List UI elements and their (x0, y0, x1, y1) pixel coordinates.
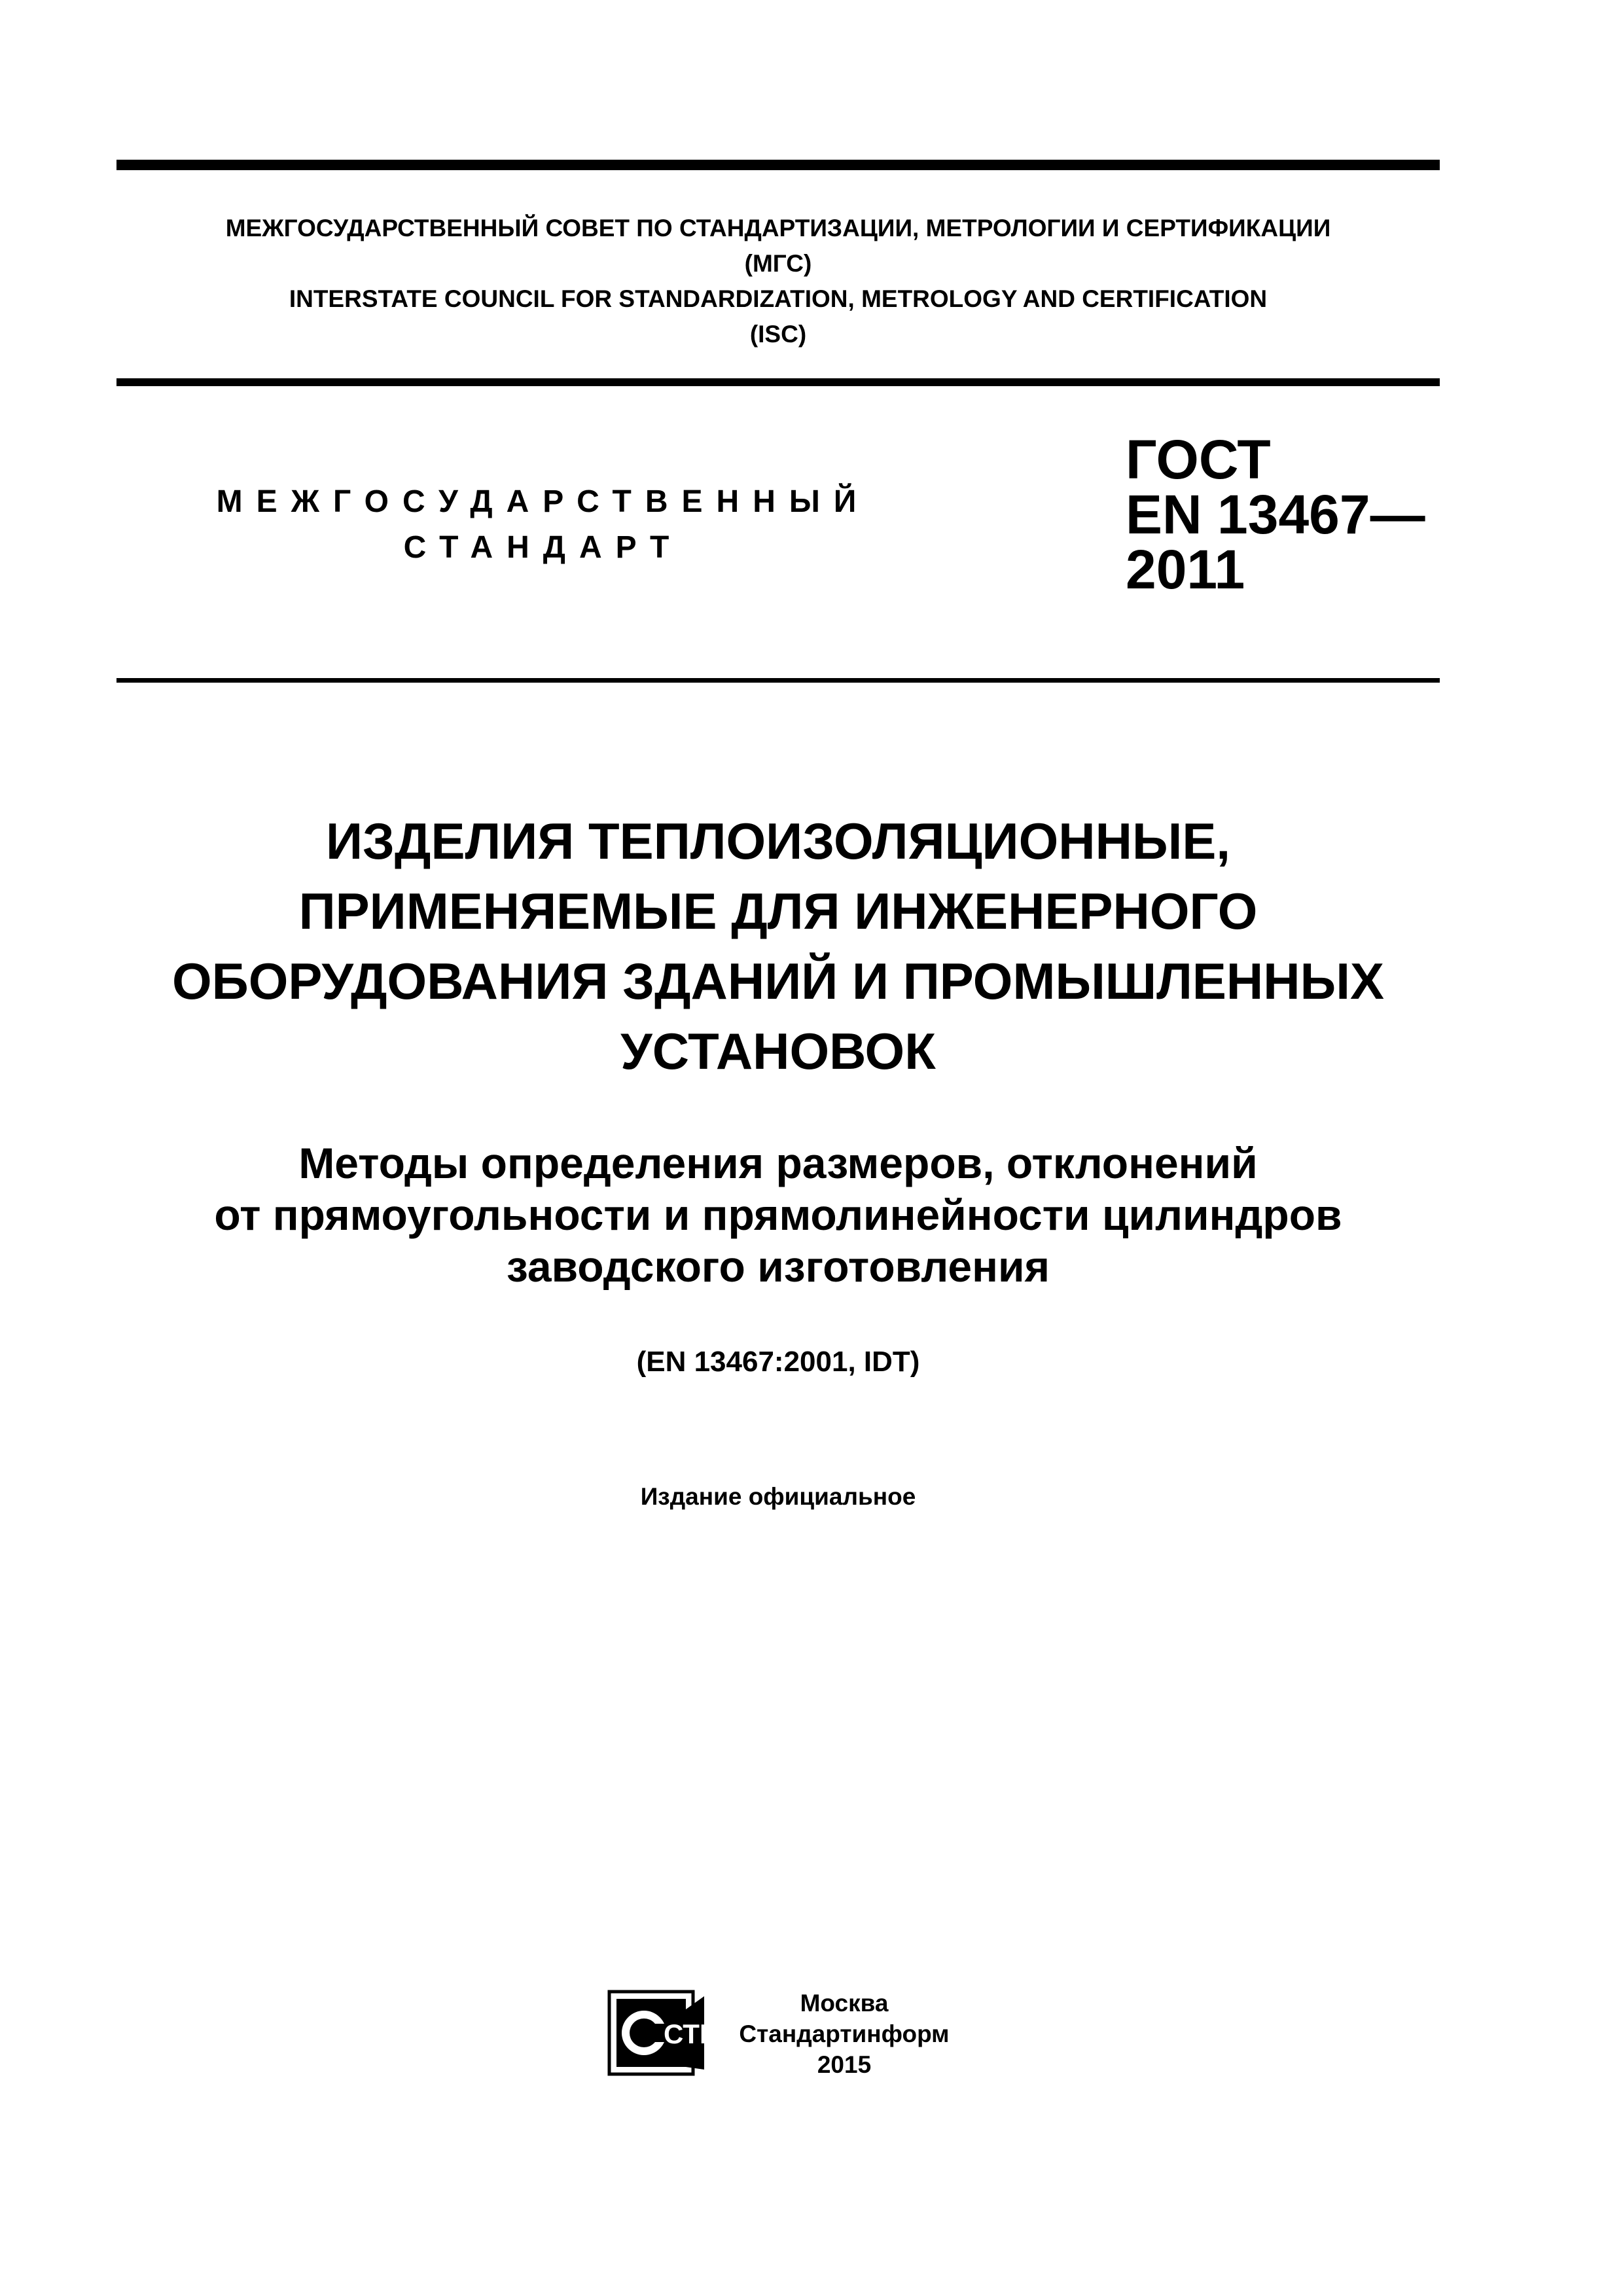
designation-line2: EN 13467— (1126, 484, 1425, 545)
publisher-block (726, 1988, 962, 2080)
title-line1: ИЗДЕЛИЯ ТЕПЛОИЗОЛЯЦИОННЫЕ, (325, 812, 1231, 870)
standartinform-logo-icon (607, 1990, 720, 2076)
publisher-name: Стандартинформ (739, 2020, 950, 2047)
publisher-city: Москва (800, 1990, 889, 2017)
standard-reference: (EN 13467:2001, IDT) (636, 1346, 920, 1378)
subtitle-line2: от прямоугольности и прямолинейности цилиндров (214, 1191, 1342, 1239)
council-header (116, 211, 1440, 352)
logo-text: СТИ (664, 2018, 720, 2049)
standard-type (196, 479, 890, 571)
header-bottom-rule (116, 678, 1440, 683)
top-thick-rule (116, 160, 1440, 170)
council-name-ru: МЕЖГОСУДАРСТВЕННЫЙ СОВЕТ ПО СТАНДАРТИЗАЦИИ, МЕТРОЛОГИИ И СЕРТИФИКАЦИИ (225, 215, 1331, 242)
subtitle-line1: Методы определения размеров, отклонений (298, 1139, 1258, 1187)
council-abbr-en: (ISC) (749, 321, 807, 348)
standard-type-line1: МЕЖГОСУДАРСТВЕННЫЙ (216, 484, 870, 519)
subtitle-line3: заводского изготовления (506, 1242, 1050, 1291)
document-subtitle (116, 1138, 1440, 1293)
council-name-en: INTERSTATE COUNCIL FOR STANDARDIZATION, METROLOGY AND CERTIFICATION (289, 285, 1268, 312)
publication-year: 2015 (817, 2051, 872, 2078)
designation-line3: 2011 (1126, 539, 1245, 600)
logo-graphic (607, 1990, 720, 2076)
title-line4: УСТАНОВОК (620, 1022, 936, 1080)
designation-line1: ГОСТ (1126, 429, 1271, 490)
document-title (116, 806, 1440, 1086)
council-bottom-rule (116, 378, 1440, 386)
standard-designation (1126, 429, 1425, 600)
edition-note: Издание официальное (640, 1483, 916, 1510)
title-line3: ОБОРУДОВАНИЯ ЗДАНИЙ И ПРОМЫШЛЕННЫХ (172, 952, 1384, 1010)
standard-type-line2: СТАНДАРТ (403, 530, 683, 565)
council-abbr-ru: (МГС) (744, 250, 812, 277)
title-line2: ПРИМЕНЯЕМЫЕ ДЛЯ ИНЖЕНЕРНОГО (298, 882, 1258, 940)
